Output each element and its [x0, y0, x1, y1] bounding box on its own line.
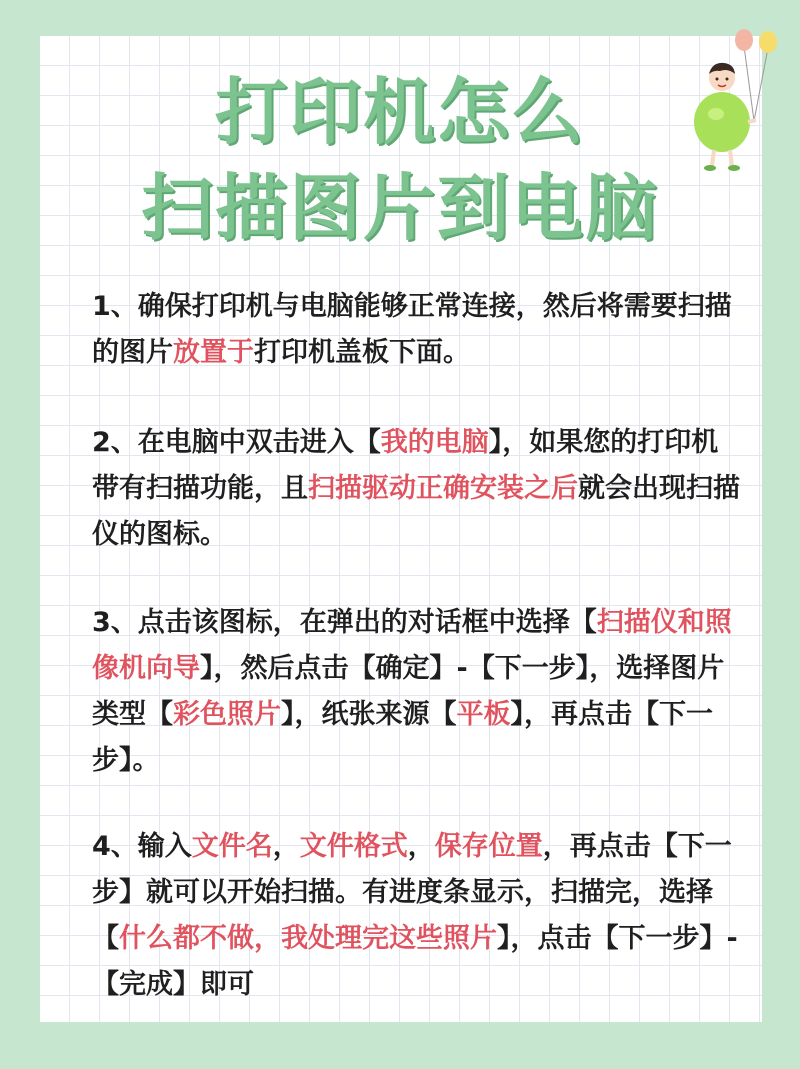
- body-text: 2、在电脑中双击进入【: [92, 427, 381, 458]
- kid-with-balloons-illustration: [682, 26, 792, 176]
- highlighted-text: 放置于: [173, 337, 254, 368]
- body-text: 】，如果您的打印机带有扫描功能，且: [92, 427, 719, 504]
- body-text: 】，纸张来源【: [281, 699, 457, 730]
- body-text: 就会出现扫描仪的图标。: [92, 473, 740, 550]
- body-text: ，: [407, 831, 435, 862]
- body-text: 3、点击该图标，在弹出的对话框中选择【: [92, 607, 597, 638]
- highlighted-text: 扫描驱动正确安装之后: [308, 473, 578, 504]
- title-line-1: 打印机怎么: [214, 70, 585, 154]
- highlighted-text: 保存位置: [434, 831, 543, 862]
- highlighted-text: 扫描仪和照像机向导: [92, 607, 732, 684]
- title-line-2: 扫描图片到电脑: [140, 166, 659, 250]
- highlighted-text: 彩色照片: [173, 699, 281, 730]
- body-text: 】，然后点击【确定】-【下一步】，选择图片类型【: [92, 653, 725, 730]
- highlighted-text: 文件名: [191, 831, 273, 862]
- body-text: ，: [272, 831, 300, 862]
- highlighted-text: 什么都不做，我处理完这些照片: [119, 923, 497, 954]
- body-text: 1、确保打印机与电脑能够正常连接，然后将需要扫描的图片: [92, 291, 732, 368]
- highlighted-text: 我的电脑: [380, 427, 489, 458]
- body-text: 4、输入: [92, 831, 192, 862]
- highlighted-text: 文件格式: [299, 831, 408, 862]
- step-3-paragraph: [92, 600, 742, 784]
- body-text: ，再点击【下一步】就可以开始扫描。有进度条显示，扫描完，选择【: [92, 831, 732, 954]
- body-text: 】，再点击【下一步】。: [92, 699, 713, 776]
- highlighted-text: 平板: [456, 699, 511, 730]
- step-2-paragraph: [92, 420, 742, 558]
- step-1-paragraph: [92, 284, 742, 376]
- body-text: 】，点击【下一步】-【完成】即可: [92, 923, 738, 1000]
- step-4-paragraph: [92, 824, 742, 1008]
- body-text: 打印机盖板下面。: [254, 337, 470, 368]
